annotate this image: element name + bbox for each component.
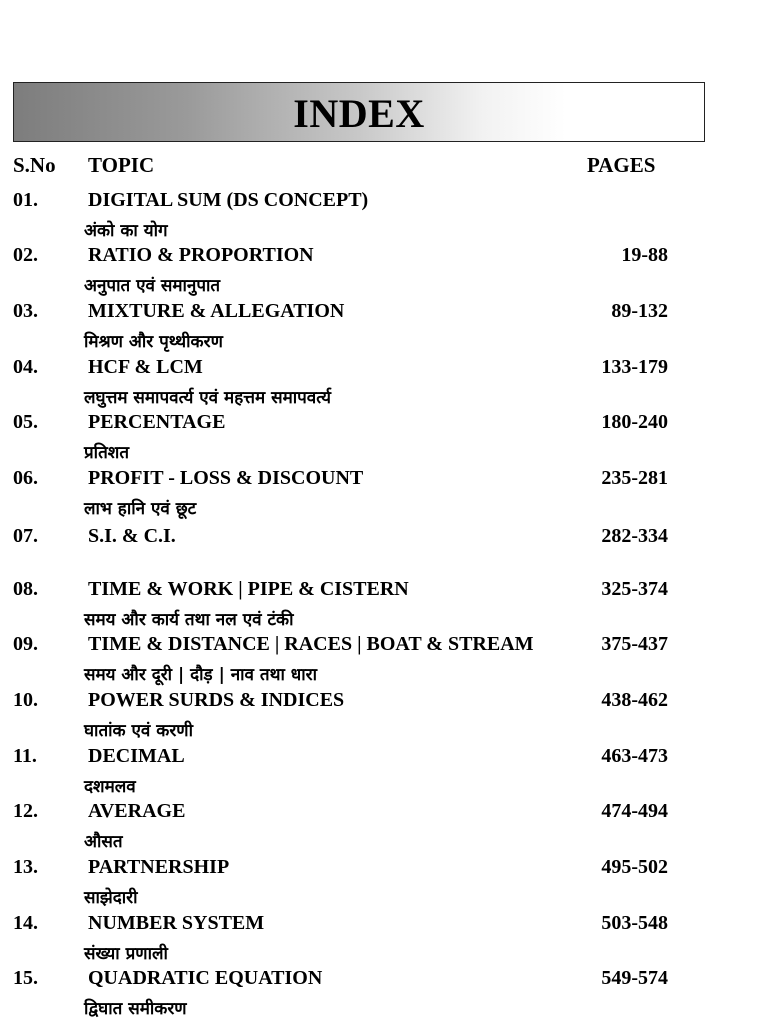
- entry-number: 02.: [13, 244, 38, 266]
- entry-hindi-title: औसत: [84, 832, 123, 852]
- entry-hindi-title: मिश्रण और पृथ्थीकरण: [84, 332, 223, 352]
- index-entry-10[interactable]: [0, 689, 768, 749]
- index-entry-08[interactable]: [0, 578, 768, 638]
- entry-topic: S.I. & C.I.: [88, 525, 176, 547]
- entry-topic: PARTNERSHIP: [88, 856, 230, 878]
- entry-number: 14.: [13, 912, 38, 934]
- entry-topic: HCF & LCM: [88, 356, 203, 378]
- entry-hindi-title: समय और दूरी | दौड़ | नाव तथा धारा: [84, 665, 317, 685]
- column-header-sno: S.No: [13, 153, 56, 177]
- entry-pages: 474-494: [601, 800, 668, 822]
- index-entry-05[interactable]: [0, 411, 768, 471]
- entry-hindi-title: समय और कार्य तथा नल एवं टंकी: [84, 610, 294, 630]
- entry-topic: MIXTURE & ALLEGATION: [88, 300, 345, 322]
- entry-topic: QUADRATIC EQUATION: [88, 967, 323, 989]
- entry-number: 10.: [13, 689, 38, 711]
- entry-hindi-title: अंको का योग: [84, 221, 168, 241]
- index-entry-06[interactable]: [0, 467, 768, 527]
- entry-number: 13.: [13, 856, 38, 878]
- entry-hindi-title: दशमलव: [84, 777, 136, 797]
- entry-number: 12.: [13, 800, 38, 822]
- entry-topic: POWER SURDS & INDICES: [88, 689, 345, 711]
- index-entry-15[interactable]: [0, 967, 768, 1027]
- entry-pages: 495-502: [601, 856, 668, 878]
- entry-hindi-title: लाभ हानि एवं छूट: [84, 499, 197, 519]
- entry-topic: DECIMAL: [88, 745, 185, 767]
- entry-hindi-title: द्विघात समीकरण: [84, 999, 187, 1019]
- index-title-banner: [13, 82, 705, 142]
- entry-number: 03.: [13, 300, 38, 322]
- page-title: INDEX: [293, 91, 425, 136]
- entry-number: 01.: [13, 189, 38, 211]
- entry-number: 09.: [13, 633, 38, 655]
- entry-number: 04.: [13, 356, 38, 378]
- index-entry-07[interactable]: [0, 525, 768, 585]
- entry-topic: AVERAGE: [88, 800, 186, 822]
- entry-topic: DIGITAL SUM (DS CONCEPT): [88, 189, 369, 211]
- entry-topic: RATIO & PROPORTION: [88, 244, 314, 266]
- entry-hindi-title: संख्या प्रणाली: [84, 944, 168, 964]
- index-entry-11[interactable]: [0, 745, 768, 805]
- entry-number: 15.: [13, 967, 38, 989]
- index-entry-13[interactable]: [0, 856, 768, 916]
- entry-pages: 438-462: [601, 689, 668, 711]
- entry-pages: 235-281: [601, 467, 668, 489]
- entry-pages: 133-179: [601, 356, 668, 378]
- entry-hindi-title: अनुपात एवं समानुपात: [84, 276, 221, 296]
- index-entry-02[interactable]: [0, 244, 768, 304]
- index-entry-03[interactable]: [0, 300, 768, 360]
- entry-topic: TIME & DISTANCE | RACES | BOAT & STREAM: [88, 633, 534, 655]
- entry-hindi-title: प्रतिशत: [84, 443, 130, 463]
- entry-pages: 375-437: [601, 633, 668, 655]
- entry-topic: TIME & WORK | PIPE & CISTERN: [88, 578, 409, 600]
- entry-pages: 180-240: [601, 411, 668, 433]
- entry-hindi-title: घातांक एवं करणी: [84, 721, 193, 741]
- entry-topic: NUMBER SYSTEM: [88, 912, 265, 934]
- index-entry-12[interactable]: [0, 800, 768, 860]
- index-entry-14[interactable]: [0, 912, 768, 972]
- entry-number: 11.: [13, 745, 37, 767]
- entry-pages: 19-88: [621, 244, 668, 266]
- entry-hindi-title: साझेदारी: [84, 888, 138, 908]
- entry-pages: 325-374: [601, 578, 668, 600]
- entry-pages: 282-334: [601, 525, 668, 547]
- entry-pages: 503-548: [601, 912, 668, 934]
- column-header-pages: PAGES: [587, 153, 656, 177]
- entry-number: 07.: [13, 525, 38, 547]
- index-entry-09[interactable]: [0, 633, 768, 693]
- column-header-topic: TOPIC: [88, 153, 155, 177]
- entry-number: 06.: [13, 467, 38, 489]
- index-entry-01[interactable]: [0, 189, 768, 249]
- entry-pages: 463-473: [601, 745, 668, 767]
- entry-number: 05.: [13, 411, 38, 433]
- entry-pages: 89-132: [611, 300, 668, 322]
- entry-topic: PROFIT - LOSS & DISCOUNT: [88, 467, 364, 489]
- entry-pages: 549-574: [601, 967, 668, 989]
- index-entry-04[interactable]: [0, 356, 768, 416]
- entry-hindi-title: लघुत्तम समापवर्त्य एवं महत्तम समापवर्त्य: [84, 388, 332, 408]
- entry-topic: PERCENTAGE: [88, 411, 226, 433]
- entry-number: 08.: [13, 578, 38, 600]
